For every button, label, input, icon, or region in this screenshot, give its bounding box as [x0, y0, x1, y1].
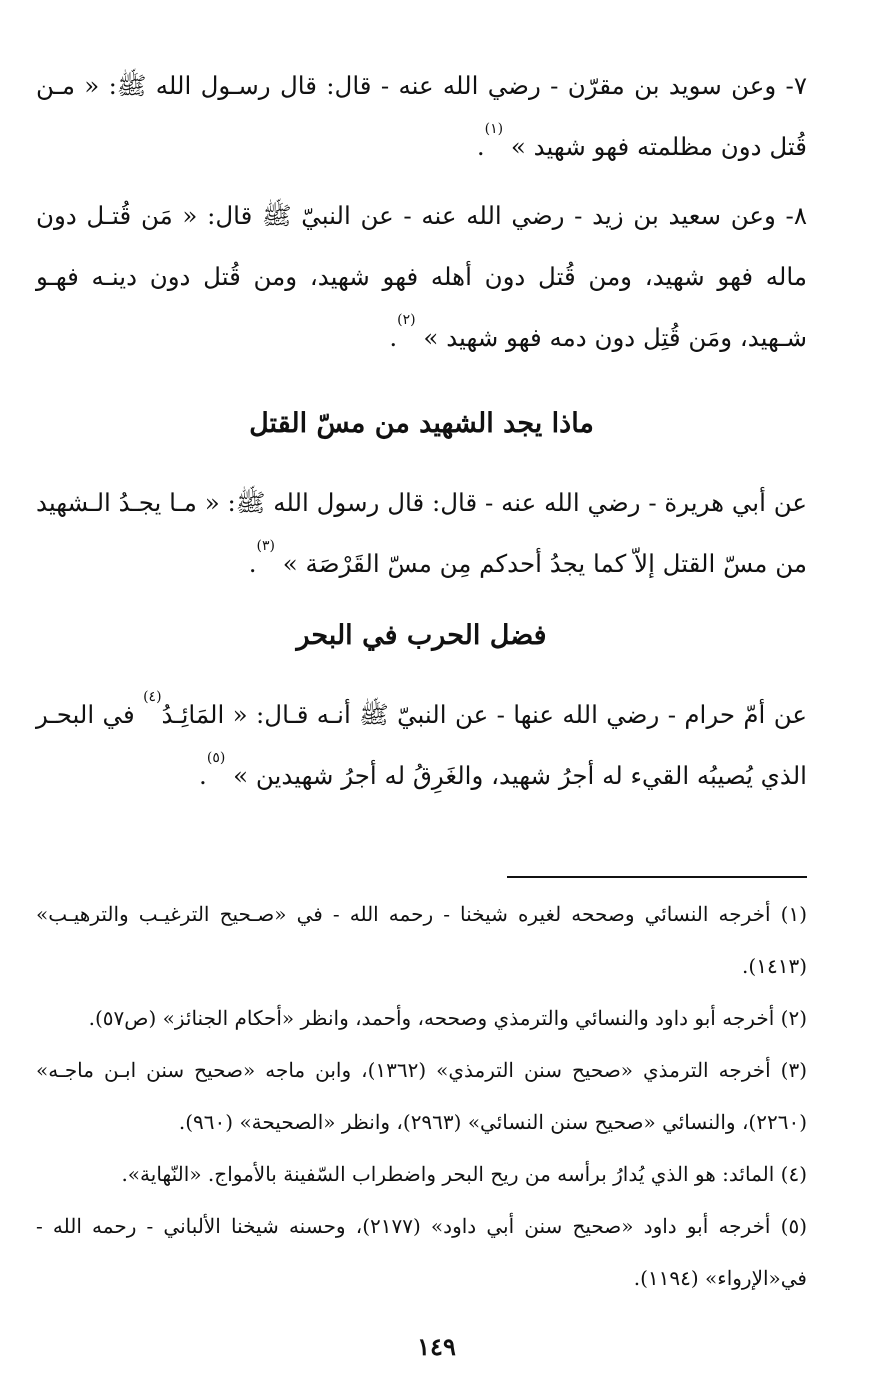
footnote-4: (٤) المائد: هو الذي يُدارُ برأسه من ريح البحر واضطراب السّفينة بالأمواج. «النّهاية».	[121, 1162, 807, 1186]
section-heading-2: فضل الحرب في البحر	[296, 620, 547, 651]
end-mark: .	[199, 761, 207, 790]
end-mark: .	[389, 323, 398, 352]
hadith-10	[36, 684, 807, 806]
hadith-7-text: ٧- وعن سويد بن مقرّن - رضي الله عنه - قال: قال رسـول الله ﷺ: « مـن قُتل دون مظلمته فهو شهيد »	[36, 71, 807, 161]
footnote-ref-5[interactable]: (٥)	[206, 750, 226, 766]
hadith-10-text-a: عن أمّ حرام - رضي الله عنها - عن النبيّ ﷺ أنـه قـال: « المَائِـدُ	[161, 700, 807, 729]
hadith-10-text-b: في البحـر الذي يُصيبُه القيء له أجرُ شهيد، والغَرِقُ له أجرُ شهيدين »	[36, 700, 807, 790]
footnote-ref-2[interactable]: (٢)	[397, 312, 416, 328]
hadith-8-text: ٨- وعن سعيد بن زيد - رضي الله عنه - عن النبيّ ﷺ قال: « مَن قُتـل دون ماله فهو شهيد، ومن قُتل دون أهله فهو شهيد، ومن قُتل دون دينـه فهـو شـهيد، ومَن قُتِل دون دمه فهو شهيد »	[36, 201, 807, 352]
page-body	[36, 55, 807, 816]
footnotes	[36, 888, 807, 1304]
hadith-7	[36, 55, 807, 177]
footnote-ref-3[interactable]: (٣)	[256, 538, 275, 554]
footnote-2: (٢) أخرجه أبو داود والنسائي والترمذي وصححه، وأحمد، وانظر «أحكام الجنائز» (ص٥٧).	[88, 1006, 807, 1030]
footnote-5: (٥) أخرجه أبو داود «صحيح سنن أبي داود» (٢١٧٧)، وحسنه شيخنا الألباني - رحمه الله - في«الإرواء» (١١٩٤).	[36, 1214, 808, 1290]
footnote-ref-1[interactable]: (١)	[484, 121, 504, 137]
footnote-ref-4[interactable]: (٤)	[143, 689, 162, 705]
section-heading-1: ماذا يجد الشهيد من مسّ القتل	[249, 408, 594, 439]
footnote-separator	[507, 876, 807, 878]
hadith-8	[36, 185, 807, 368]
page-number: ١٤٩	[417, 1332, 456, 1361]
end-mark: .	[248, 549, 257, 578]
end-mark: .	[476, 132, 485, 161]
hadith-9-text: عن أبي هريرة - رضي الله عنه - قال: قال رسول الله ﷺ: « مـا يجـدُ الـشهيد من مسّ القتل إلاّ كما يجدُ أحدكم مِن مسّ القَرْصَة »	[36, 488, 807, 578]
hadith-9	[36, 472, 807, 594]
footnote-3: (٣) أخرجه الترمذي «صحيح سنن الترمذي» (١٣٦٢)، وابن ماجه «صحيح سنن ابـن ماجـه» (٢٢٦٠)، والنسائي «صحيح سنن النسائي» (٢٩٦٣)، وانظر «الصحيحة» (٩٦٠).	[36, 1058, 808, 1134]
footnote-1: (١) أخرجه النسائي وصححه لغيره شيخنا - رحمه الله - في «صـحيح الترغيـب والترهيـب» (١٤١٣).	[36, 902, 807, 978]
